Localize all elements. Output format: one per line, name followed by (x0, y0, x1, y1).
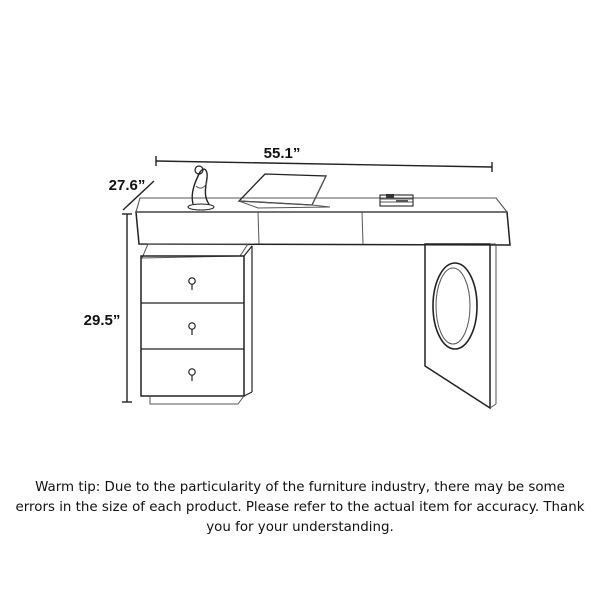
panel-leg (425, 244, 496, 408)
depth-dimension (109, 177, 154, 210)
height-label: 29.5” (83, 312, 121, 329)
drawer-handle (189, 323, 195, 335)
sculpture-decoration (188, 166, 214, 210)
drawer-handle (189, 369, 195, 381)
stacked-books (380, 194, 413, 206)
width-label: 55.1” (263, 145, 301, 162)
warm-tip-note: Warm tip: Due to the particularity of the furniture industry, there may be some errors in the size of each product. Please refer to the actual item for accuracy. Thank you for your understanding. (15, 480, 585, 535)
width-dimension (156, 145, 492, 172)
drawer-cabinet (141, 244, 252, 404)
height-dimension (80, 214, 132, 402)
laptop (239, 174, 330, 208)
drawer-handle (189, 278, 195, 290)
depth-label: 27.6” (108, 177, 146, 194)
